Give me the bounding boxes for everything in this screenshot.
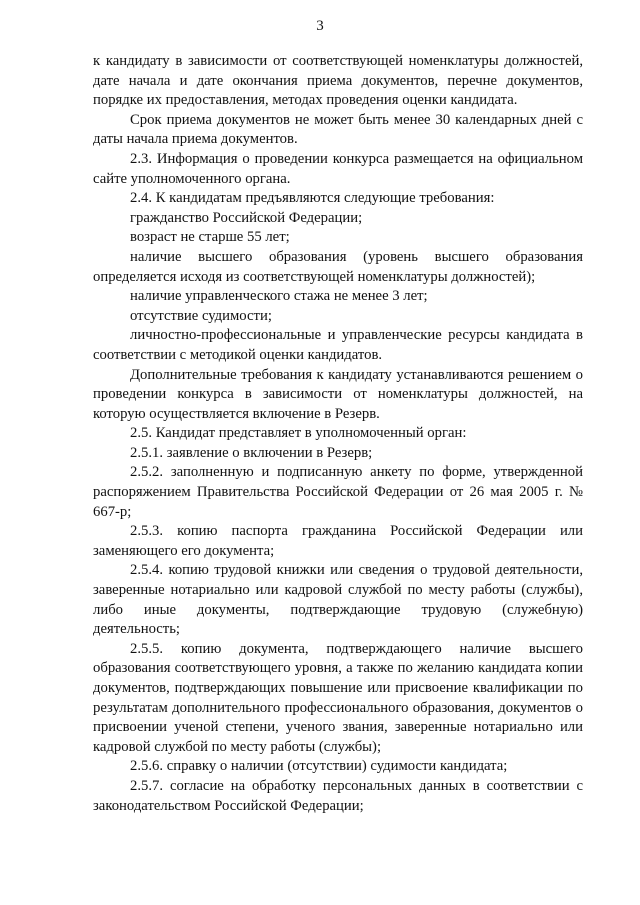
paragraph: 2.5.6. справку о наличии (отсутствии) судимости кандидата; (130, 758, 508, 775)
page-number: 3 (316, 18, 324, 34)
paragraph: 2.3. Информация о проведении конкурса размещается на официальном сайте уполномоченного органа. (93, 150, 583, 187)
paragraph: 2.5.1. заявление о включении в Резерв; (130, 444, 373, 461)
paragraph: 2.4. К кандидатам предъявляются следующие требования: (130, 190, 495, 207)
paragraph: к кандидату в зависимости от соответствующей номенклатуры должностей, дате начала и дате окончания приема документов, перечне документов, порядке их предоставления, методах проведения оценки кандидата. (93, 53, 583, 109)
paragraph: личностно-профессиональные и управленческие ресурсы кандидата в соответствии с методикой оценки кандидатов. (93, 327, 583, 363)
paragraph: гражданство Российской Федерации; (130, 209, 363, 226)
paragraph: 2.5.5. копию документа, подтверждающего наличие высшего образования соответствующего уровня, а также по желанию кандидата копии документов, подтверждающих повышение или присвоение квалификации по результатам дополнительного профессионального образования, документов о присвоении ученой степени, ученого звания, заверенные нотариально или кадровой службой по месту работы (службы); (93, 640, 583, 755)
paragraph: наличие высшего образования (уровень высшего образования определяется исходя из соответствующей номенклатуры должностей); (93, 248, 583, 285)
paragraph: 2.5.7. согласие на обработку персональных данных в соответствии с законодательством Российской Федерации; (93, 777, 583, 814)
paragraph: 2.5.2. заполненную и подписанную анкету по форме, утвержденной распоряжением Правительства Российской Федерации от 26 мая 2005 г. № 667-р; (93, 464, 583, 520)
paragraph: 2.5. Кандидат представляет в уполномоченный орган: (130, 425, 467, 442)
paragraph: отсутствие судимости; (130, 307, 272, 324)
paragraph: наличие управленческого стажа не менее 3 лет; (130, 288, 428, 305)
paragraph: Дополнительные требования к кандидату устанавливаются решением о проведении конкурса в зависимости от номенклатуры должностей, на которую осуществляется включение в Резерв. (93, 366, 583, 422)
paragraph: 2.5.3. копию паспорта гражданина Российской Федерации или заменяющего его документа; (93, 523, 583, 559)
paragraph: возраст не старше 55 лет; (130, 229, 290, 246)
document-body (93, 52, 583, 816)
paragraph: 2.5.4. копию трудовой книжки или сведения о трудовой деятельности, заверенные нотариально или кадровой службой по месту работы (службы), либо иные документы, подтверждающие трудовую (служебную) деятельность; (93, 562, 583, 638)
paragraph: Срок приема документов не может быть менее 30 календарных дней с даты начала приема документов. (93, 111, 583, 148)
